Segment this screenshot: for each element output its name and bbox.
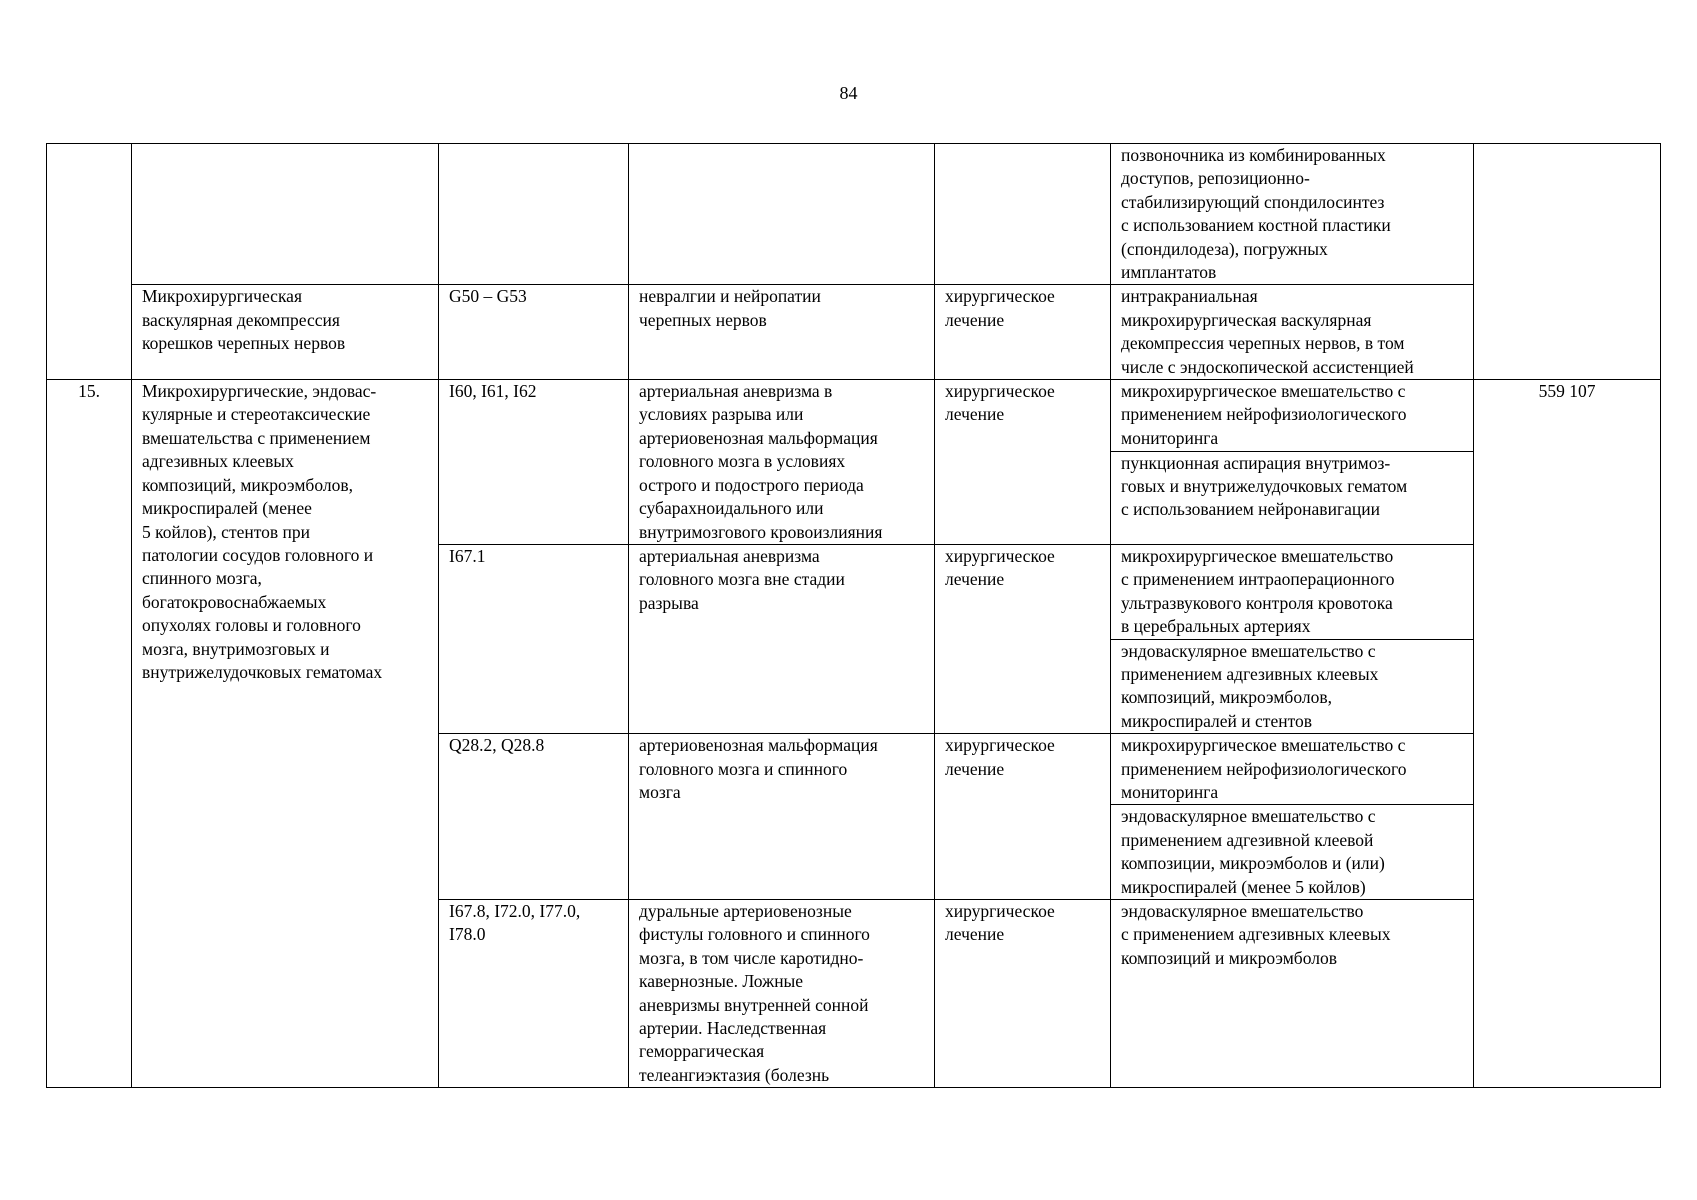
method-cell bbox=[1111, 144, 1474, 285]
cell-text-line: микроспиралей (менее bbox=[142, 498, 312, 519]
treatment-cell bbox=[935, 285, 1111, 380]
model-cell bbox=[629, 380, 935, 545]
cell-text-line: корешков черепных нервов bbox=[142, 333, 346, 354]
treatment-cell bbox=[935, 144, 1111, 285]
cell-text-line: эндоваскулярное вмешательство с bbox=[1121, 640, 1376, 661]
cell-text-line: эндоваскулярное вмешательство с bbox=[1121, 806, 1376, 827]
cell-text-line: головного мозга в условиях bbox=[639, 451, 846, 472]
cell-text-line: хирургическое bbox=[945, 286, 1055, 307]
cell-text-line: I60, I61, I62 bbox=[449, 381, 537, 402]
cell-text-line: применением нейрофизиологического bbox=[1121, 404, 1407, 425]
cell-text-line: хирургическое bbox=[945, 381, 1055, 402]
model-cell bbox=[629, 285, 935, 380]
cell-text-line: лечение bbox=[945, 404, 1005, 425]
cell-text-line: микрохирургическое вмешательство с bbox=[1121, 735, 1406, 756]
cell-text-line: позвоночника из комбинированных bbox=[1121, 145, 1386, 165]
codes-cell bbox=[439, 544, 629, 733]
cell-text-line: головного мозга и спинного bbox=[639, 758, 848, 779]
cell-text-line: патологии сосудов головного и bbox=[142, 544, 374, 565]
cell-text-line: кавернозные. Ложные bbox=[639, 971, 804, 992]
cost-cell bbox=[1474, 144, 1661, 380]
cell-text-line: телеангиэктазия (болезнь bbox=[639, 1064, 830, 1085]
cell-text-line: применением адгезивных клеевых bbox=[1121, 663, 1379, 684]
row-number-cell: 15. bbox=[47, 380, 132, 1088]
cell-text-line: микроспиралей и стентов bbox=[1121, 710, 1313, 731]
cell-text-line: мозга bbox=[639, 781, 681, 802]
cell-text-line: с применением адгезивных клеевых bbox=[1121, 924, 1391, 945]
cell-text-line: 5 койлов), стентов при bbox=[142, 521, 311, 542]
cell-text-line: с использованием нейронавигации bbox=[1121, 499, 1380, 520]
cell-text-line: говых и внутрижелудочковых гематом bbox=[1121, 475, 1408, 496]
cell-text-line: Q28.2, Q28.8 bbox=[449, 735, 545, 756]
cell-text-line: хирургическое bbox=[945, 545, 1055, 566]
cell-text-line: лечение bbox=[945, 309, 1005, 330]
row-number-cell bbox=[47, 144, 132, 380]
name-cell bbox=[132, 285, 439, 380]
cell-text-line: мозга, внутримозговых и bbox=[142, 638, 330, 659]
cell-text-line: геморрагическая bbox=[639, 1041, 765, 1062]
cell-text-line: фистулы головного и спинного bbox=[639, 924, 870, 945]
cell-text-line: кулярные и стереотаксические bbox=[142, 404, 371, 425]
method-cell bbox=[1111, 544, 1474, 639]
cell-text-line: доступов, репозиционно- bbox=[1121, 168, 1310, 189]
cell-text-line: композиции, микроэмболов и (или) bbox=[1121, 853, 1385, 874]
cell-text-line: богатокровоснабжаемых bbox=[142, 591, 327, 612]
cell-text-line: артериальная аневризма bbox=[639, 545, 820, 566]
cell-text-line: разрыва bbox=[639, 592, 699, 613]
cell-text-line: эндоваскулярное вмешательство bbox=[1121, 901, 1364, 921]
cell-text-line: Микрохирургические, эндовас- bbox=[142, 381, 377, 402]
cell-text-line: хирургическое bbox=[945, 901, 1055, 921]
method-cell bbox=[1111, 285, 1474, 380]
cell-text-line: I67.1 bbox=[449, 545, 486, 566]
cell-text-line: стабилизирующий спондилосинтез bbox=[1121, 191, 1385, 212]
cell-text-line: аневризмы внутренней сонной bbox=[639, 994, 869, 1015]
cell-text-line: декомпрессия черепных нервов, в том bbox=[1121, 333, 1405, 354]
method-cell bbox=[1111, 900, 1474, 1088]
cell-text-line: спинного мозга, bbox=[142, 568, 262, 589]
cell-text-line: числе с эндоскопической ассистенцией bbox=[1121, 356, 1414, 377]
codes-cell bbox=[439, 380, 629, 545]
cell-text-line: пункционная аспирация внутримоз- bbox=[1121, 452, 1391, 473]
cell-text-line: артерии. Наследственная bbox=[639, 1018, 827, 1039]
page-number: 84 bbox=[839, 83, 858, 103]
cell-text-line: вмешательства с применением bbox=[142, 427, 371, 448]
name-cell bbox=[132, 144, 439, 285]
cell-text-line: I67.8, I72.0, I77.0, bbox=[449, 901, 581, 921]
treatment-cell bbox=[935, 734, 1111, 900]
model-cell bbox=[629, 900, 935, 1088]
cell-text-line: опухолях головы и головного bbox=[142, 615, 361, 636]
procedures-table bbox=[46, 143, 1661, 1088]
cell-text-line: лечение bbox=[945, 924, 1005, 945]
cell-text-line: дуральные артериовенозные bbox=[639, 901, 852, 921]
method-cell bbox=[1111, 805, 1474, 900]
treatment-cell bbox=[935, 544, 1111, 733]
cell-text-line: мониторинга bbox=[1121, 427, 1219, 448]
cell-text-line: черепных нервов bbox=[639, 309, 767, 330]
codes-cell bbox=[439, 900, 629, 1088]
cell-text-line: G50 – G53 bbox=[449, 286, 527, 307]
method-cell bbox=[1111, 451, 1474, 544]
table-row bbox=[47, 144, 1661, 285]
cell-text-line: условиях разрыва или bbox=[639, 404, 804, 425]
table-row bbox=[47, 380, 1661, 451]
treatment-cell bbox=[935, 380, 1111, 545]
cell-text-line: артериовенозная мальформация bbox=[639, 735, 878, 756]
cell-text-line: в церебральных артериях bbox=[1121, 616, 1311, 637]
cell-text-line: микрохирургическая васкулярная bbox=[1121, 309, 1372, 330]
cell-text-line: субарахноидального или bbox=[639, 498, 824, 519]
cell-text-line: интракраниальная bbox=[1121, 286, 1258, 307]
method-cell bbox=[1111, 639, 1474, 734]
cell-text-line: имплантатов bbox=[1121, 262, 1217, 283]
model-cell bbox=[629, 144, 935, 285]
name-cell bbox=[132, 380, 439, 1088]
table-row bbox=[47, 285, 1661, 380]
cell-text-line: Микрохирургическая bbox=[142, 286, 302, 307]
model-cell bbox=[629, 734, 935, 900]
cell-text-line: невралгии и нейропатии bbox=[639, 286, 821, 307]
cell-text-line: мозга, в том числе каротидно- bbox=[639, 947, 864, 968]
model-cell bbox=[629, 544, 935, 733]
method-cell bbox=[1111, 734, 1474, 805]
cell-text-line: (спондилодеза), погружных bbox=[1121, 238, 1328, 259]
cell-text-line: применением адгезивной клеевой bbox=[1121, 829, 1374, 850]
cell-text-line: микрохирургическое вмешательство bbox=[1121, 545, 1394, 566]
cell-text-line: лечение bbox=[945, 758, 1005, 779]
cell-text-line: адгезивных клеевых bbox=[142, 451, 294, 472]
cell-text-line: внутрижелудочковых гематомах bbox=[142, 661, 383, 682]
cell-text-line: композиций и микроэмболов bbox=[1121, 947, 1337, 968]
cell-text-line: васкулярная декомпрессия bbox=[142, 309, 340, 330]
cell-text-line: микроспиралей (менее 5 койлов) bbox=[1121, 876, 1366, 897]
cell-text-line: композиций, микроэмболов, bbox=[1121, 687, 1332, 708]
cell-text-line: головного мозга вне стадии bbox=[639, 569, 845, 590]
method-cell bbox=[1111, 380, 1474, 451]
cell-text-line: I78.0 bbox=[449, 924, 486, 945]
cell-text-line: мониторинга bbox=[1121, 781, 1219, 802]
cost-cell: 559 107 bbox=[1474, 380, 1661, 1088]
codes-cell bbox=[439, 144, 629, 285]
cell-text-line: хирургическое bbox=[945, 735, 1055, 756]
cell-text-line: внутримозгового кровоизлияния bbox=[639, 521, 883, 542]
cell-text-line: острого и подострого периода bbox=[639, 474, 864, 495]
cell-text-line: с использованием костной пластики bbox=[1121, 215, 1391, 236]
cell-text-line: ультразвукового контроля кровотока bbox=[1121, 592, 1393, 613]
cell-text-line: микрохирургическое вмешательство с bbox=[1121, 381, 1406, 402]
cell-text-line: с применением интраоперационного bbox=[1121, 569, 1395, 590]
cell-text-line: артериальная аневризма в bbox=[639, 381, 833, 402]
codes-cell bbox=[439, 734, 629, 900]
cell-text-line: артериовенозная мальформация bbox=[639, 427, 878, 448]
cell-text-line: композиций, микроэмболов, bbox=[142, 474, 353, 495]
codes-cell bbox=[439, 285, 629, 380]
cell-text-line: применением нейрофизиологического bbox=[1121, 758, 1407, 779]
cell-text-line: лечение bbox=[945, 569, 1005, 590]
treatment-cell bbox=[935, 900, 1111, 1088]
